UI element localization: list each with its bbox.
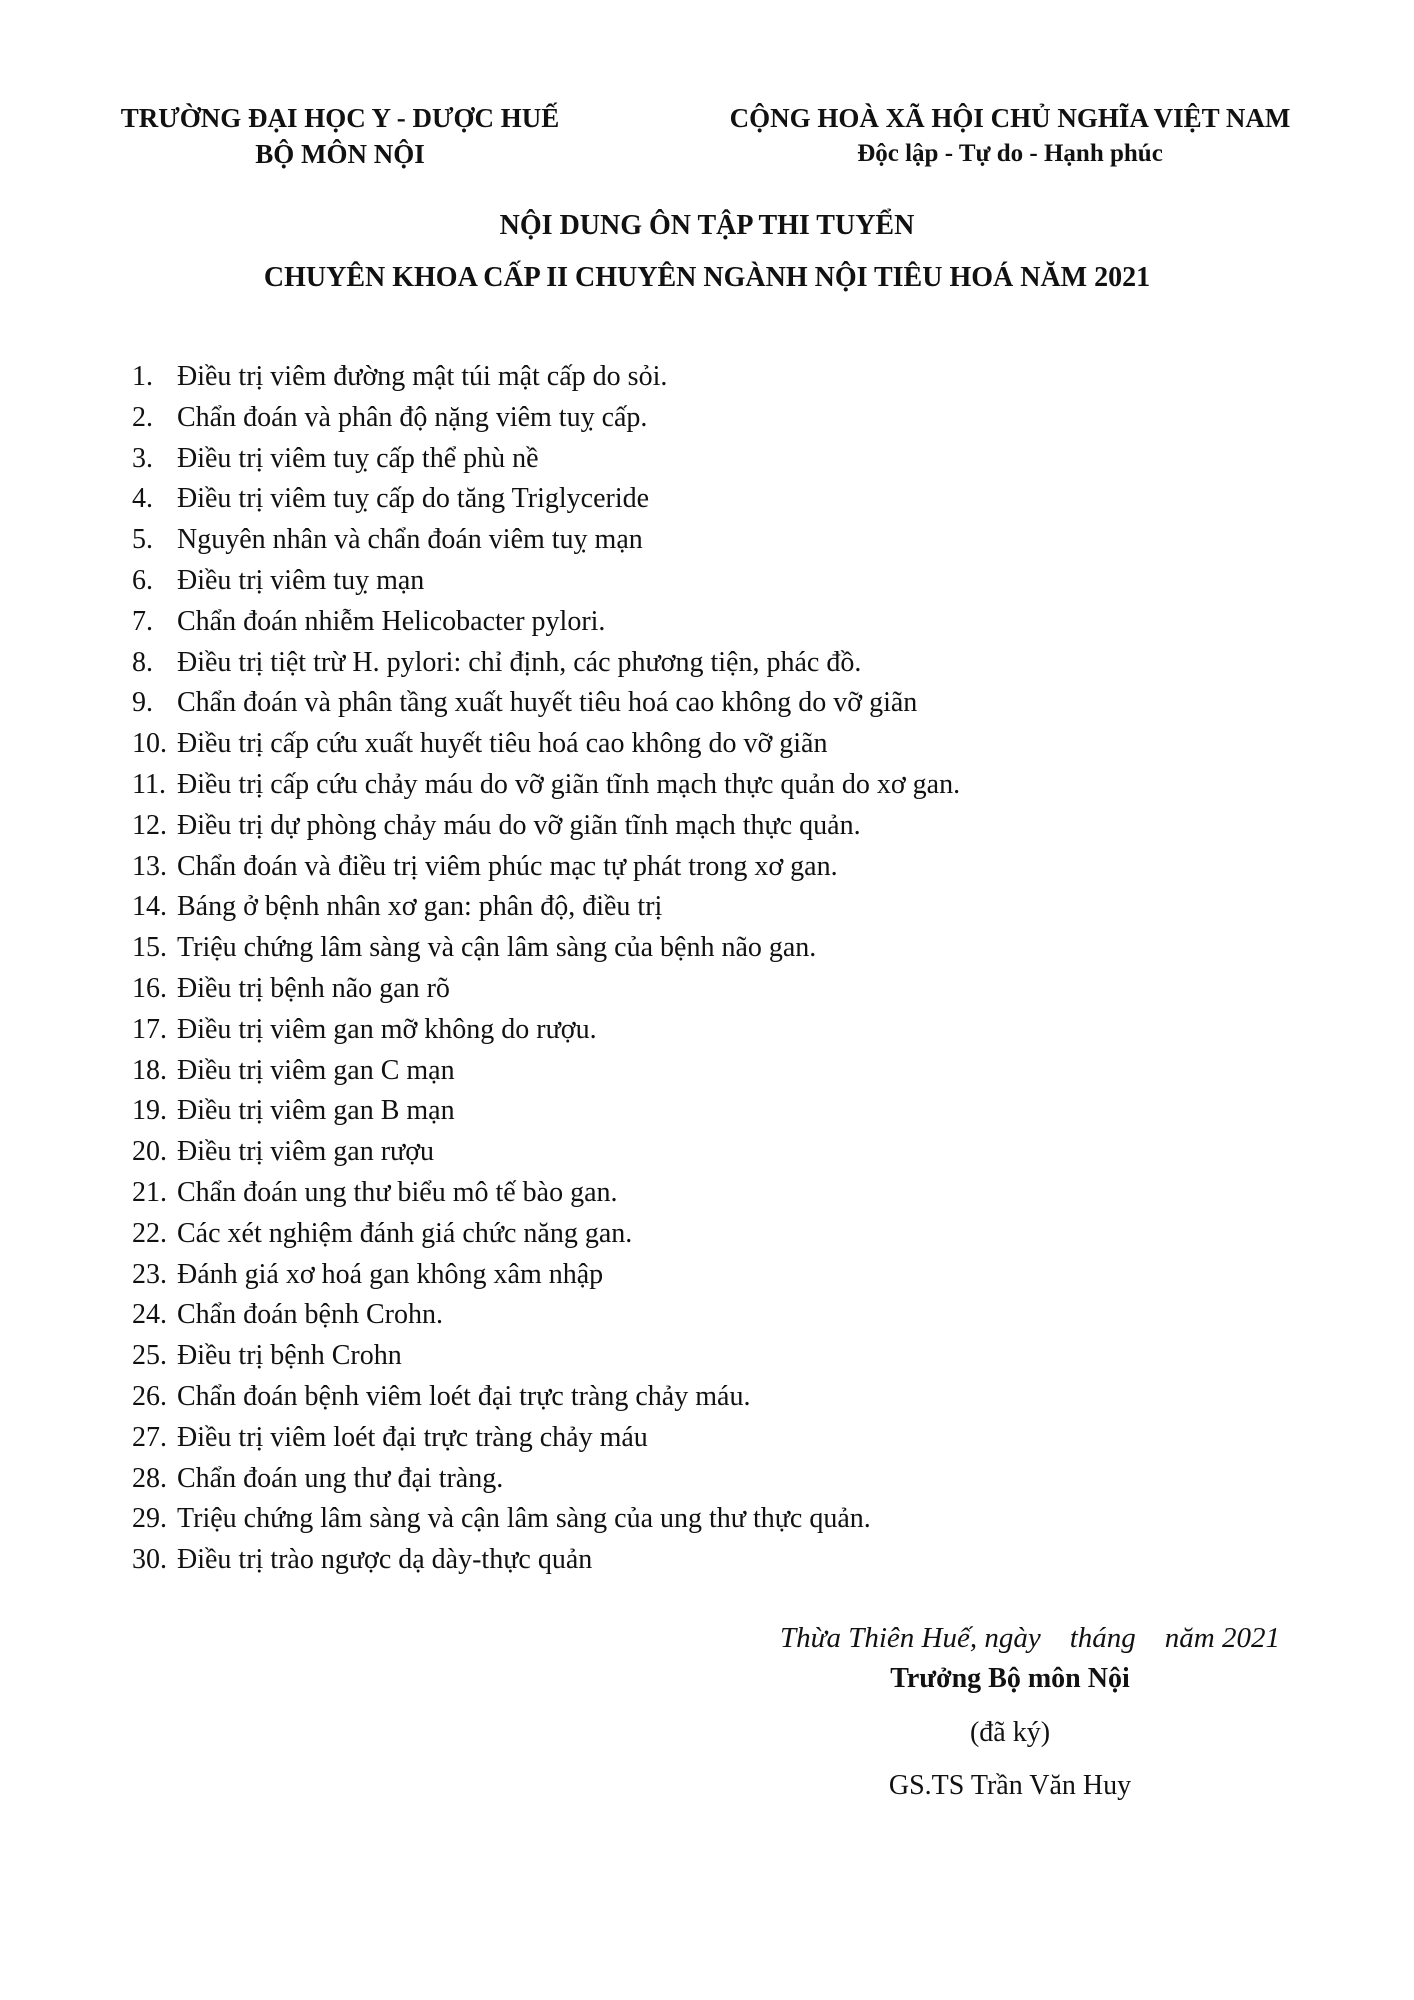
topic-item [132, 1255, 960, 1296]
topic-text: Triệu chứng lâm sàng và cận lâm sàng của bệnh não gan. [177, 932, 817, 964]
topic-item [132, 1295, 960, 1336]
topic-text: Điều trị cấp cứu chảy máu do vỡ giãn tĩnh mạch thực quản do xơ gan. [177, 768, 961, 800]
national-motto: Độc lập - Tự do - Hạnh phúc [857, 140, 1163, 167]
topic-item [132, 1336, 960, 1377]
signature-status: (đã ký) [969, 1717, 1051, 1748]
topic-number: 12. [132, 809, 167, 841]
department-name: BỘ MÔN NỘI [255, 139, 425, 169]
topic-number: 4. [132, 483, 153, 515]
topic-text: Chẩn đoán và phân độ nặng viêm tuỵ cấp. [177, 401, 648, 433]
topic-item [132, 806, 960, 847]
topic-text: Chẩn đoán bệnh viêm loét đại trực tràng chảy máu. [177, 1380, 751, 1412]
topic-text: Điều trị viêm tuỵ mạn [177, 564, 425, 596]
topic-item [132, 1540, 960, 1581]
topic-number: 17. [132, 1013, 167, 1045]
topic-item [132, 1459, 960, 1500]
topic-text: Chẩn đoán ung thư biểu mô tế bào gan. [177, 1176, 618, 1208]
topic-text: Điều trị dự phòng chảy máu do vỡ giãn tĩnh mạch thực quản. [177, 809, 861, 841]
topic-text: Điều trị viêm loét đại trực tràng chảy máu [177, 1421, 648, 1453]
topic-item [132, 1010, 960, 1051]
topic-number: 28. [132, 1462, 167, 1494]
topic-item [132, 1418, 960, 1459]
topic-text: Điều trị bệnh Crohn [177, 1340, 402, 1372]
topic-number: 8. [132, 646, 153, 678]
topic-item [132, 683, 960, 724]
topic-number: 30. [132, 1544, 167, 1576]
topic-item [132, 887, 960, 928]
country-name: CỘNG HOÀ XÃ HỘI CHỦ NGHĨA VIỆT NAM [729, 103, 1291, 133]
topic-item [132, 439, 960, 480]
topic-number: 21. [132, 1176, 167, 1208]
topic-item [132, 928, 960, 969]
topic-text: Điều trị viêm gan mỡ không do rượu. [177, 1013, 597, 1045]
signer-role: Trưởng Bộ môn Nội [890, 1663, 1130, 1694]
topic-number: 15. [132, 932, 167, 964]
topic-text: Điều trị viêm đường mật túi mật cấp do sỏi. [177, 361, 668, 392]
topic-item [132, 1132, 960, 1173]
topic-number: 3. [132, 442, 153, 474]
topic-number: 20. [132, 1136, 167, 1168]
topic-number: 10. [132, 728, 167, 760]
topic-number: 23. [132, 1258, 167, 1290]
topic-number: 11. [132, 768, 166, 800]
topic-text: Điều trị bệnh não gan rõ [177, 972, 450, 1004]
topic-item [132, 357, 960, 398]
topic-text: Chẩn đoán bệnh Crohn. [177, 1299, 443, 1331]
institution-header [110, 100, 570, 172]
topic-text: Chẩn đoán ung thư đại tràng. [177, 1462, 504, 1494]
topic-number: 29. [132, 1503, 167, 1535]
topic-number: 24. [132, 1299, 167, 1331]
topic-number: 16. [132, 972, 167, 1004]
topic-number: 7. [132, 605, 153, 637]
topic-text: Các xét nghiệm đánh giá chức năng gan. [177, 1217, 633, 1249]
topic-number: 6. [132, 564, 153, 596]
topic-number: 13. [132, 850, 167, 882]
topic-item [132, 847, 960, 888]
topic-number: 5. [132, 524, 153, 556]
topic-number: 25. [132, 1340, 167, 1372]
topic-number: 26. [132, 1380, 167, 1412]
topic-text: Báng ở bệnh nhân xơ gan: phân độ, điều trị [177, 891, 663, 923]
topic-item [132, 969, 960, 1010]
topic-text: Điều trị viêm tuỵ cấp do tăng Triglyceride [177, 483, 650, 515]
topic-text: Điều trị viêm gan C mạn [177, 1054, 455, 1086]
topic-text: Chẩn đoán và điều trị viêm phúc mạc tự phát trong xơ gan. [177, 850, 838, 882]
signer-name: GS.TS Trần Văn Huy [888, 1770, 1132, 1801]
topic-item [132, 398, 960, 439]
topic-text: Chẩn đoán nhiễm Helicobacter pylori. [177, 605, 606, 637]
topic-text: Điều trị tiệt trừ H. pylori: chỉ định, các phương tiện, phác đồ. [177, 646, 862, 678]
topic-item [132, 479, 960, 520]
topic-text: Điều trị cấp cứu xuất huyết tiêu hoá cao không do vỡ giãn [177, 728, 828, 760]
university-name: TRƯỜNG ĐẠI HỌC Y - DƯỢC HUẾ [120, 103, 560, 133]
document-title: NỘI DUNG ÔN TẬP THI TUYỂN [499, 210, 915, 241]
topic-text: Triệu chứng lâm sàng và cận lâm sàng của ung thư thực quản. [177, 1503, 871, 1535]
topic-text: Điều trị viêm tuỵ cấp thể phù nề [177, 442, 539, 474]
national-header [720, 100, 1300, 172]
topic-item [132, 643, 960, 684]
topic-item [132, 1214, 960, 1255]
topic-item [132, 1173, 960, 1214]
topic-number: 27. [132, 1421, 167, 1453]
topic-number: 9. [132, 687, 153, 719]
topic-text: Điều trị viêm gan rượu [177, 1136, 435, 1168]
document-subtitle: CHUYÊN KHOA CẤP II CHUYÊN NGÀNH NỘI TIÊU HOÁ NĂM 2021 [263, 262, 1151, 293]
topic-item [132, 1499, 960, 1540]
topic-number: 19. [132, 1095, 167, 1127]
topic-item [132, 765, 960, 806]
signature-date: Thừa Thiên Huế, ngày tháng năm 2021 [780, 1622, 1280, 1654]
topic-item [132, 602, 960, 643]
topic-item [132, 520, 960, 561]
topic-item [132, 1091, 960, 1132]
topic-text: Điều trị trào ngược dạ dày-thực quản [177, 1544, 593, 1576]
topic-item [132, 561, 960, 602]
topic-text: Đánh giá xơ hoá gan không xâm nhập [177, 1258, 604, 1290]
topic-item [132, 1377, 960, 1418]
topic-number: 18. [132, 1054, 167, 1086]
topic-number: 2. [132, 401, 153, 433]
topic-number: 14. [132, 891, 167, 923]
topic-list [132, 357, 960, 1581]
topic-text: Điều trị viêm gan B mạn [177, 1095, 455, 1127]
topic-item [132, 1051, 960, 1092]
topic-text: Nguyên nhân và chẩn đoán viêm tuỵ mạn [177, 524, 643, 556]
topic-number: 1. [132, 361, 153, 392]
topic-item [132, 724, 960, 765]
topic-number: 22. [132, 1217, 167, 1249]
topic-text: Chẩn đoán và phân tầng xuất huyết tiêu hoá cao không do vỡ giãn [177, 687, 918, 719]
